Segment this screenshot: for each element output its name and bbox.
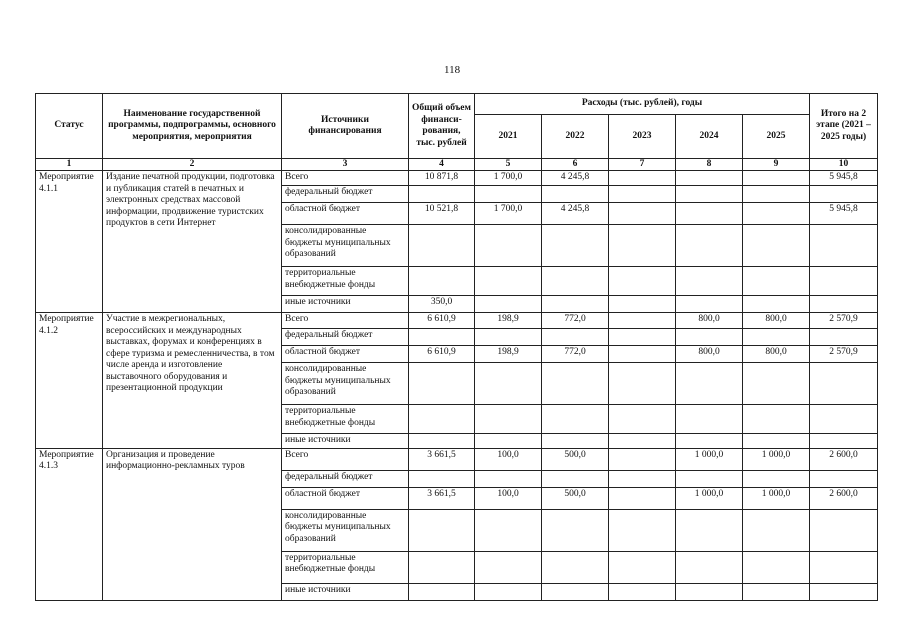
header-status: Статус [36, 94, 103, 159]
year-value-cell [609, 363, 676, 405]
year-value-cell: 1 000,0 [676, 487, 743, 509]
total-volume-cell: 6 610,9 [409, 313, 475, 329]
year-value-cell [676, 363, 743, 405]
stage-total-cell [810, 363, 878, 405]
year-value-cell [542, 551, 609, 583]
year-value-cell [475, 225, 542, 267]
year-value-cell: 4 245,8 [542, 203, 609, 225]
index-cell: 9 [743, 159, 810, 171]
year-value-cell [542, 470, 609, 487]
header-year: 2024 [676, 115, 743, 159]
year-value-cell: 800,0 [676, 346, 743, 363]
year-value-cell [743, 405, 810, 434]
source-cell: иные источники [282, 583, 409, 600]
stage-total-cell: 5 945,8 [810, 171, 878, 186]
page-number: 118 [444, 64, 461, 76]
year-value-cell: 100,0 [475, 487, 542, 509]
header-row-1 [36, 94, 878, 115]
year-value-cell [542, 363, 609, 405]
source-cell: федеральный бюджет [282, 470, 409, 487]
year-value-cell [743, 186, 810, 203]
status-cell: Мероприятие 4.1.1 [36, 171, 103, 313]
index-cell: 6 [542, 159, 609, 171]
index-cell: 4 [409, 159, 475, 171]
total-volume-cell [409, 470, 475, 487]
total-volume-cell [409, 551, 475, 583]
source-cell: областной бюджет [282, 346, 409, 363]
year-value-cell [743, 434, 810, 449]
source-cell: Всего [282, 171, 409, 186]
measure-name-cell: Организация и проведение информационно-рекламных туров [103, 448, 282, 600]
year-value-cell [609, 296, 676, 313]
index-cell: 10 [810, 159, 878, 171]
header-year: 2023 [609, 115, 676, 159]
year-value-cell [676, 509, 743, 551]
year-value-cell [475, 434, 542, 449]
year-value-cell [475, 363, 542, 405]
header-year: 2021 [475, 115, 542, 159]
year-value-cell [743, 509, 810, 551]
year-value-cell [542, 225, 609, 267]
year-value-cell: 800,0 [676, 313, 743, 329]
index-cell: 3 [282, 159, 409, 171]
year-value-cell: 500,0 [542, 448, 609, 470]
total-volume-cell: 3 661,5 [409, 448, 475, 470]
year-value-cell: 1 000,0 [743, 448, 810, 470]
year-value-cell [542, 329, 609, 346]
year-value-cell [609, 267, 676, 296]
total-volume-cell [409, 509, 475, 551]
table-row [36, 171, 878, 186]
year-value-cell [542, 405, 609, 434]
source-cell: федеральный бюджет [282, 186, 409, 203]
total-volume-cell [409, 363, 475, 405]
total-volume-cell: 3 661,5 [409, 487, 475, 509]
year-value-cell [542, 296, 609, 313]
status-cell: Мероприятие 4.1.3 [36, 448, 103, 600]
year-value-cell [676, 551, 743, 583]
source-cell: иные источники [282, 434, 409, 449]
financing-table [35, 93, 878, 601]
total-volume-cell [409, 583, 475, 600]
year-value-cell [609, 551, 676, 583]
table-row [36, 313, 878, 329]
year-value-cell: 1 700,0 [475, 203, 542, 225]
source-cell: областной бюджет [282, 203, 409, 225]
year-value-cell [743, 225, 810, 267]
year-value-cell [609, 329, 676, 346]
year-value-cell [475, 470, 542, 487]
year-value-cell [743, 296, 810, 313]
year-value-cell [475, 405, 542, 434]
year-value-cell [609, 405, 676, 434]
total-volume-cell: 10 521,8 [409, 203, 475, 225]
year-value-cell [676, 171, 743, 186]
year-value-cell [609, 203, 676, 225]
year-value-cell [609, 487, 676, 509]
header-sources: Источники финансирования [282, 94, 409, 159]
total-volume-cell [409, 225, 475, 267]
year-value-cell [475, 583, 542, 600]
index-row [36, 159, 878, 171]
stage-total-cell [810, 296, 878, 313]
stage-total-cell [810, 267, 878, 296]
year-value-cell: 198,9 [475, 346, 542, 363]
year-value-cell [743, 551, 810, 583]
source-cell: консолидированные бюджеты муниципальных образований [282, 363, 409, 405]
header-name: Наименование государственной программы, подпрограммы, основного мероприятия, мероприятия [103, 94, 282, 159]
index-cell: 8 [676, 159, 743, 171]
year-value-cell [609, 346, 676, 363]
year-value-cell: 772,0 [542, 346, 609, 363]
year-value-cell [609, 313, 676, 329]
year-value-cell: 772,0 [542, 313, 609, 329]
year-value-cell [676, 186, 743, 203]
stage-total-cell [810, 405, 878, 434]
year-value-cell [676, 203, 743, 225]
stage-total-cell: 2 570,9 [810, 346, 878, 363]
year-value-cell [609, 448, 676, 470]
year-value-cell [743, 329, 810, 346]
year-value-cell [475, 509, 542, 551]
total-volume-cell [409, 186, 475, 203]
year-value-cell [676, 583, 743, 600]
stage-total-cell: 2 600,0 [810, 487, 878, 509]
total-volume-cell: 6 610,9 [409, 346, 475, 363]
source-cell: консолидированные бюджеты муниципальных образований [282, 225, 409, 267]
total-volume-cell: 10 871,8 [409, 171, 475, 186]
stage-total-cell [810, 509, 878, 551]
stage-total-cell [810, 583, 878, 600]
year-value-cell [676, 434, 743, 449]
year-value-cell [743, 470, 810, 487]
year-value-cell [676, 405, 743, 434]
stage-total-cell: 2 600,0 [810, 448, 878, 470]
source-cell: иные источники [282, 296, 409, 313]
total-volume-cell [409, 267, 475, 296]
year-value-cell [542, 509, 609, 551]
year-value-cell [676, 225, 743, 267]
year-value-cell: 100,0 [475, 448, 542, 470]
year-value-cell [609, 186, 676, 203]
index-cell: 2 [103, 159, 282, 171]
year-value-cell [475, 329, 542, 346]
year-value-cell: 800,0 [743, 313, 810, 329]
year-value-cell [609, 434, 676, 449]
year-value-cell [676, 267, 743, 296]
source-cell: федеральный бюджет [282, 329, 409, 346]
measure-name-cell: Издание печатной продукции, подготовка и публикация статей в печатных и электронных средствах массовой информации, продвижение туристских продуктов в сети Интернет [103, 171, 282, 313]
year-value-cell: 800,0 [743, 346, 810, 363]
year-value-cell [609, 225, 676, 267]
total-volume-cell [409, 329, 475, 346]
stage-total-cell [810, 551, 878, 583]
total-volume-cell: 350,0 [409, 296, 475, 313]
source-cell: территориальные внебюджетные фонды [282, 267, 409, 296]
header-year: 2025 [743, 115, 810, 159]
year-value-cell [743, 363, 810, 405]
measure-name-cell: Участие в межрегиональных, всероссийских и международных выставках, форумах и конференциях в сфере туризма и ремесленничества, в том числе аренда и изготовление выставочного оборудования и презентационной продукции [103, 313, 282, 449]
stage-total-cell: 2 570,9 [810, 313, 878, 329]
year-value-cell: 500,0 [542, 487, 609, 509]
index-cell: 5 [475, 159, 542, 171]
year-value-cell [475, 296, 542, 313]
year-value-cell [743, 203, 810, 225]
year-value-cell [542, 267, 609, 296]
total-volume-cell [409, 434, 475, 449]
table-row [36, 448, 878, 470]
stage-total-cell [810, 434, 878, 449]
stage-total-cell [810, 470, 878, 487]
year-value-cell [475, 267, 542, 296]
header-total-volume: Общий объем финанси-рования, тыс. рублей [409, 94, 475, 159]
source-cell: Всего [282, 448, 409, 470]
total-volume-cell [409, 405, 475, 434]
year-value-cell: 4 245,8 [542, 171, 609, 186]
source-cell: Всего [282, 313, 409, 329]
year-value-cell [475, 551, 542, 583]
year-value-cell [743, 583, 810, 600]
year-value-cell [542, 186, 609, 203]
year-value-cell [676, 470, 743, 487]
stage-total-cell [810, 225, 878, 267]
stage-total-cell [810, 329, 878, 346]
year-value-cell [676, 296, 743, 313]
source-cell: консолидированные бюджеты муниципальных образований [282, 509, 409, 551]
year-value-cell [609, 509, 676, 551]
year-value-cell [609, 470, 676, 487]
header-expenses: Расходы (тыс. рублей), годы [475, 94, 810, 115]
year-value-cell: 1 700,0 [475, 171, 542, 186]
header-stage-total: Итого на 2 этапе (2021 – 2025 годы) [810, 94, 878, 159]
index-cell: 1 [36, 159, 103, 171]
year-value-cell [475, 186, 542, 203]
year-value-cell: 1 000,0 [676, 448, 743, 470]
source-cell: областной бюджет [282, 487, 409, 509]
year-value-cell [743, 267, 810, 296]
year-value-cell [743, 171, 810, 186]
stage-total-cell: 5 945,8 [810, 203, 878, 225]
year-value-cell [609, 171, 676, 186]
source-cell: территориальные внебюджетные фонды [282, 405, 409, 434]
year-value-cell [542, 434, 609, 449]
source-cell: территориальные внебюджетные фонды [282, 551, 409, 583]
header-year: 2022 [542, 115, 609, 159]
year-value-cell: 198,9 [475, 313, 542, 329]
year-value-cell: 1 000,0 [743, 487, 810, 509]
year-value-cell [676, 329, 743, 346]
year-value-cell [609, 583, 676, 600]
index-cell: 7 [609, 159, 676, 171]
year-value-cell [542, 583, 609, 600]
status-cell: Мероприятие 4.1.2 [36, 313, 103, 449]
stage-total-cell [810, 186, 878, 203]
